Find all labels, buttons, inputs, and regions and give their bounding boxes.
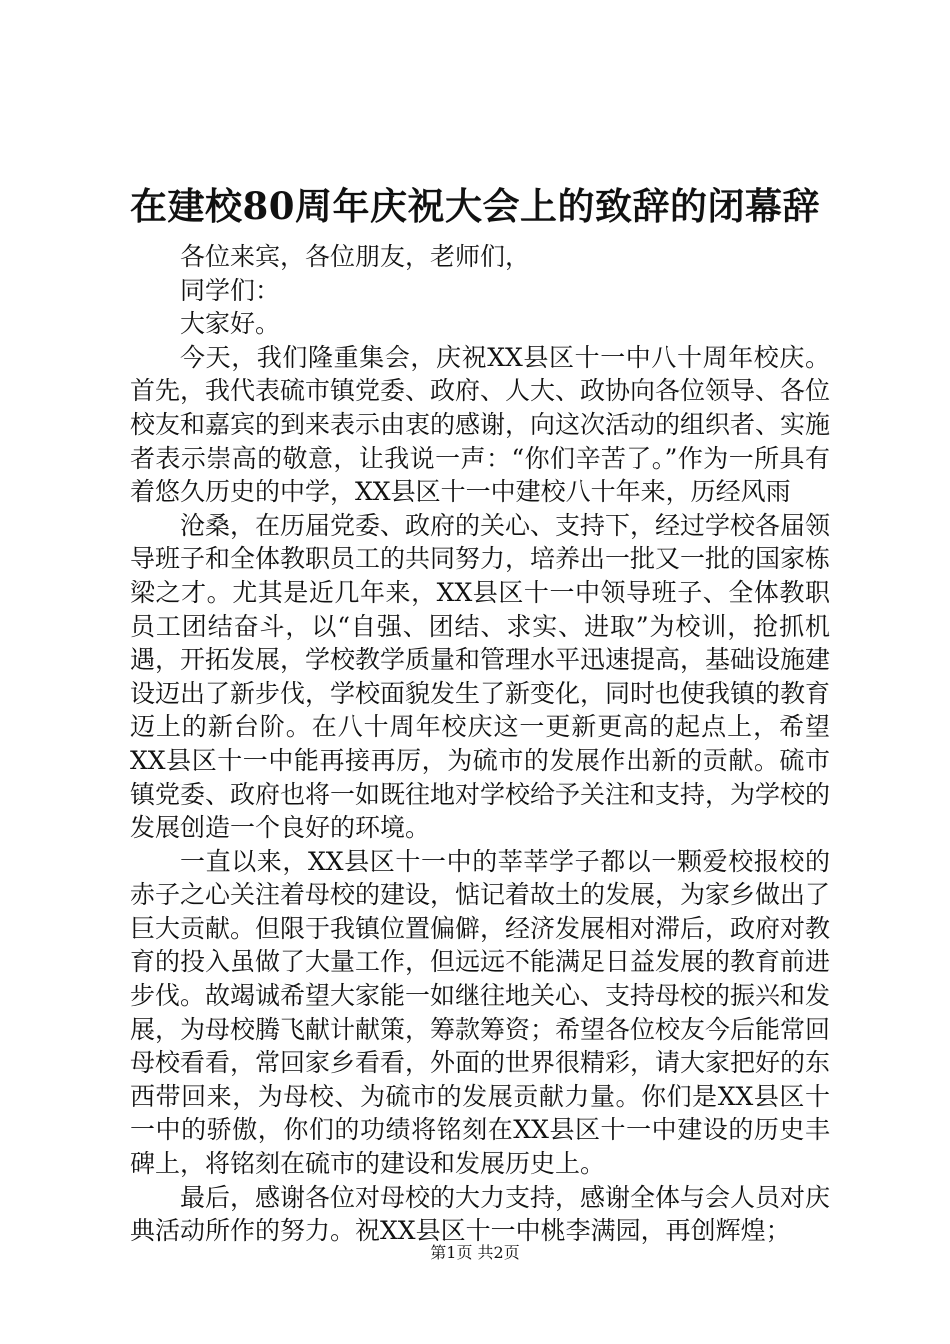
paragraph-opening: 今天，我们隆重集会，庆祝XX县区十一中八十周年校庆。首先，我代表硫市镇党委、政府、人大、政协向各位领导、各位校友和嘉宾的到来表示由衷的感谢，向这次活动的组织者、实施者表示崇高的敬意，让我说一声：“你们辛苦了。”作为一所具有着悠久历史的中学，XX县区十一中建校八十年来，历经风雨 <box>130 342 831 507</box>
paragraph-salutation-2: 同学们： <box>180 275 281 305</box>
paragraph-history: 沧桑，在历届党委、政府的关心、支持下，经过学校各届领导班子和全体教职员工的共同努力，培养出一批又一批的国家栋梁之才。尤其是近几年来，XX县区十一中领导班子、全体教职员工团结奋斗，以“自强、团结、求实、进取”为校训，抢抓机遇，开拓发展，学校教学质量和管理水平迅速提高，基础设施建设迈出了新步伐，学校面貌发生了新变化，同时也使我镇的教育迈上的新台阶。在八十周年校庆这一更新更高的起点上，希望XX县区十一中能再接再厉，为硫市的发展作出新的贡献。硫市镇党委、政府也将一如既往地对学校给予关注和支持，为学校的发展创造一个良好的环境。 <box>130 510 831 843</box>
page-number-footer: 第1页 共2页 <box>430 1243 520 1262</box>
paragraph-alumni: 一直以来，XX县区十一中的莘莘学子都以一颗爱校报校的赤子之心关注着母校的建设，惦记着故土的发展，为家乡做出了巨大贡献。但限于我镇位置偏僻，经济发展相对滞后，政府对教育的投入虽做了大量工作，但远远不能满足日益发展的教育前进步伐。故竭诚希望大家能一如继往地关心、支持母校的振兴和发展，为母校腾飞献计献策，筹款筹资；希望各位校友今后能常回母校看看，常回家乡看看，外面的世界很精彩，请大家把好的东西带回来，为母校、为硫市的发展贡献力量。你们是XX县区十一中的骄傲，你们的功绩将铭刻在XX县区十一中建设的历史丰碑上，将铭刻在硫市的建设和发展历史上。 <box>130 846 831 1179</box>
document-body <box>130 240 830 1248</box>
paragraph-closing: 最后，感谢各位对母校的大力支持，感谢全体与会人员对庆典活动所作的努力。祝XX县区十一中桃李满园，再创辉煌； <box>130 1182 831 1246</box>
paragraph-greeting: 大家好。 <box>180 309 281 339</box>
paragraph-salutation-1: 各位来宾，各位朋友，老师们， <box>180 242 531 271</box>
document-title: 在建校80周年庆祝大会上的致辞的闭幕辞 <box>130 184 820 228</box>
